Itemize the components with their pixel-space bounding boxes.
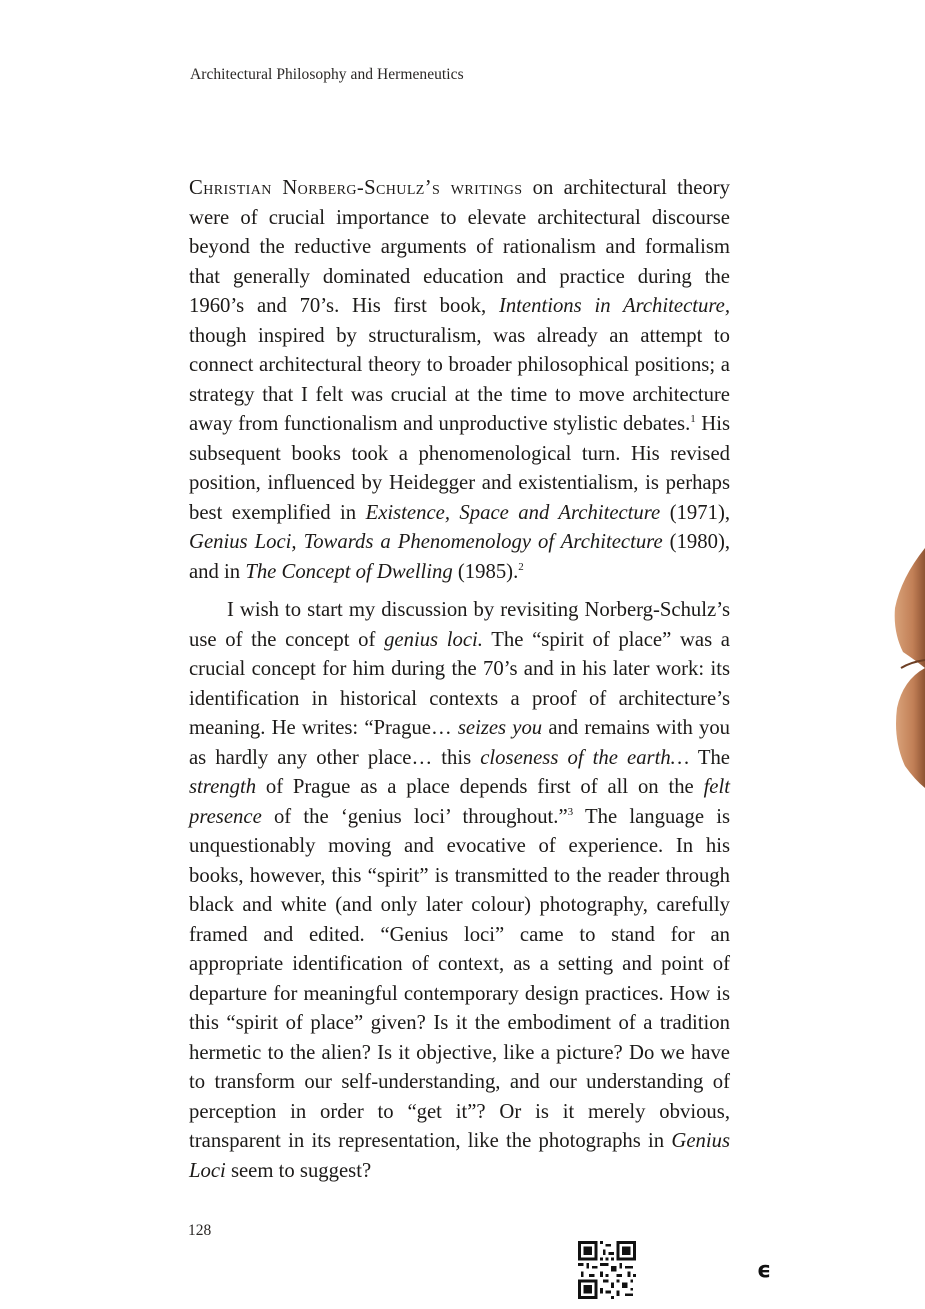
italic-term: genius loci. [384,628,483,651]
running-head: Architectural Philosophy and Hermeneutics [190,66,464,83]
italic-quote: closeness of the earth… [480,746,690,769]
text-run: (1985). [452,560,519,583]
thumb-image [765,548,925,808]
italic-quote: felt presence [189,776,730,828]
footnote-marker: 1 [690,413,696,425]
body-text [189,174,730,1186]
book-title: Genius Loci, Towards a Phenomenology of Architecture [189,531,663,553]
paragraph-1 [189,174,730,587]
paragraph-2 [189,596,730,1186]
text-run: The [689,746,730,769]
book-title: Intentions in Architecture, [498,295,730,317]
logo-mark: ϵ [757,1258,772,1283]
book-title: Existence, Space and Architecture [365,501,661,524]
qr-code [578,1241,636,1299]
text-run: of the ‘genius loci’ throughout.” [261,805,568,828]
page-number: 128 [188,1222,212,1239]
footnote-marker: 2 [518,560,524,573]
book-title: The Concept of Dwelling [245,560,453,583]
text-run: (1980), and in [189,531,731,583]
text-run: I wish to start my discussion by revisiting Norberg-Schulz’s use of the concept of [189,599,730,651]
text-run: The language is unquestionably moving and evocative of experience. In his books, however, this “spirit” is transmitted to the reader through black and white (and only later colour) photography, carefully framed and edited. “Genius loci” came to stand for an appropriate identification of context, as a setting and point of departure for meaningful contemporary design practices. How is this “spirit of place” given? Is it the embodiment of a tradition hermetic to the alien? Is it objective, like a picture? Do we have to transform our self-understanding, and our understanding of perception in order to “get it”? Or is it merely obvious, transparent in its representation, like the photographs in [189,805,730,1152]
italic-quote: strength [189,776,257,798]
text-run: seem to suggest? [225,1159,372,1182]
text-run: though inspired by structuralism, was already an attempt to connect architectural theory to broader philosophical positions; a strategy that I felt was crucial at the time to move architecture away from functionalism and unproductive stylistic debates. [189,324,730,435]
book-title: Genius Loci [189,1130,730,1182]
text-run: His subsequent books took a phenomenological turn. His revised position, influenced by Heidegger and existentialism, is perhaps best exemplified in [189,413,730,524]
text-run: The “spirit of place” was a crucial concept for him during the 70’s and in his later work: its identification in historical contexts a proof of architecture’s meaning. He writes: “Prague… [189,628,730,739]
footnote-marker: 3 [567,805,574,818]
text-run: on architectural theory were of crucial importance to elevate architectural discourse beyond the reductive arguments of rationalism and formalism that generally dominated education and practice during the 1960’s and 70’s. His first book, [189,177,730,317]
text-run: of Prague as a place depends first of all on the [256,776,704,798]
author-name-smallcaps: Christian Norberg-Schulz’s writings [189,177,523,199]
text-run: and remains with you as hardly any other place… this [189,717,731,769]
italic-quote: seizes you [457,717,543,739]
text-run: (1971), [660,501,731,524]
